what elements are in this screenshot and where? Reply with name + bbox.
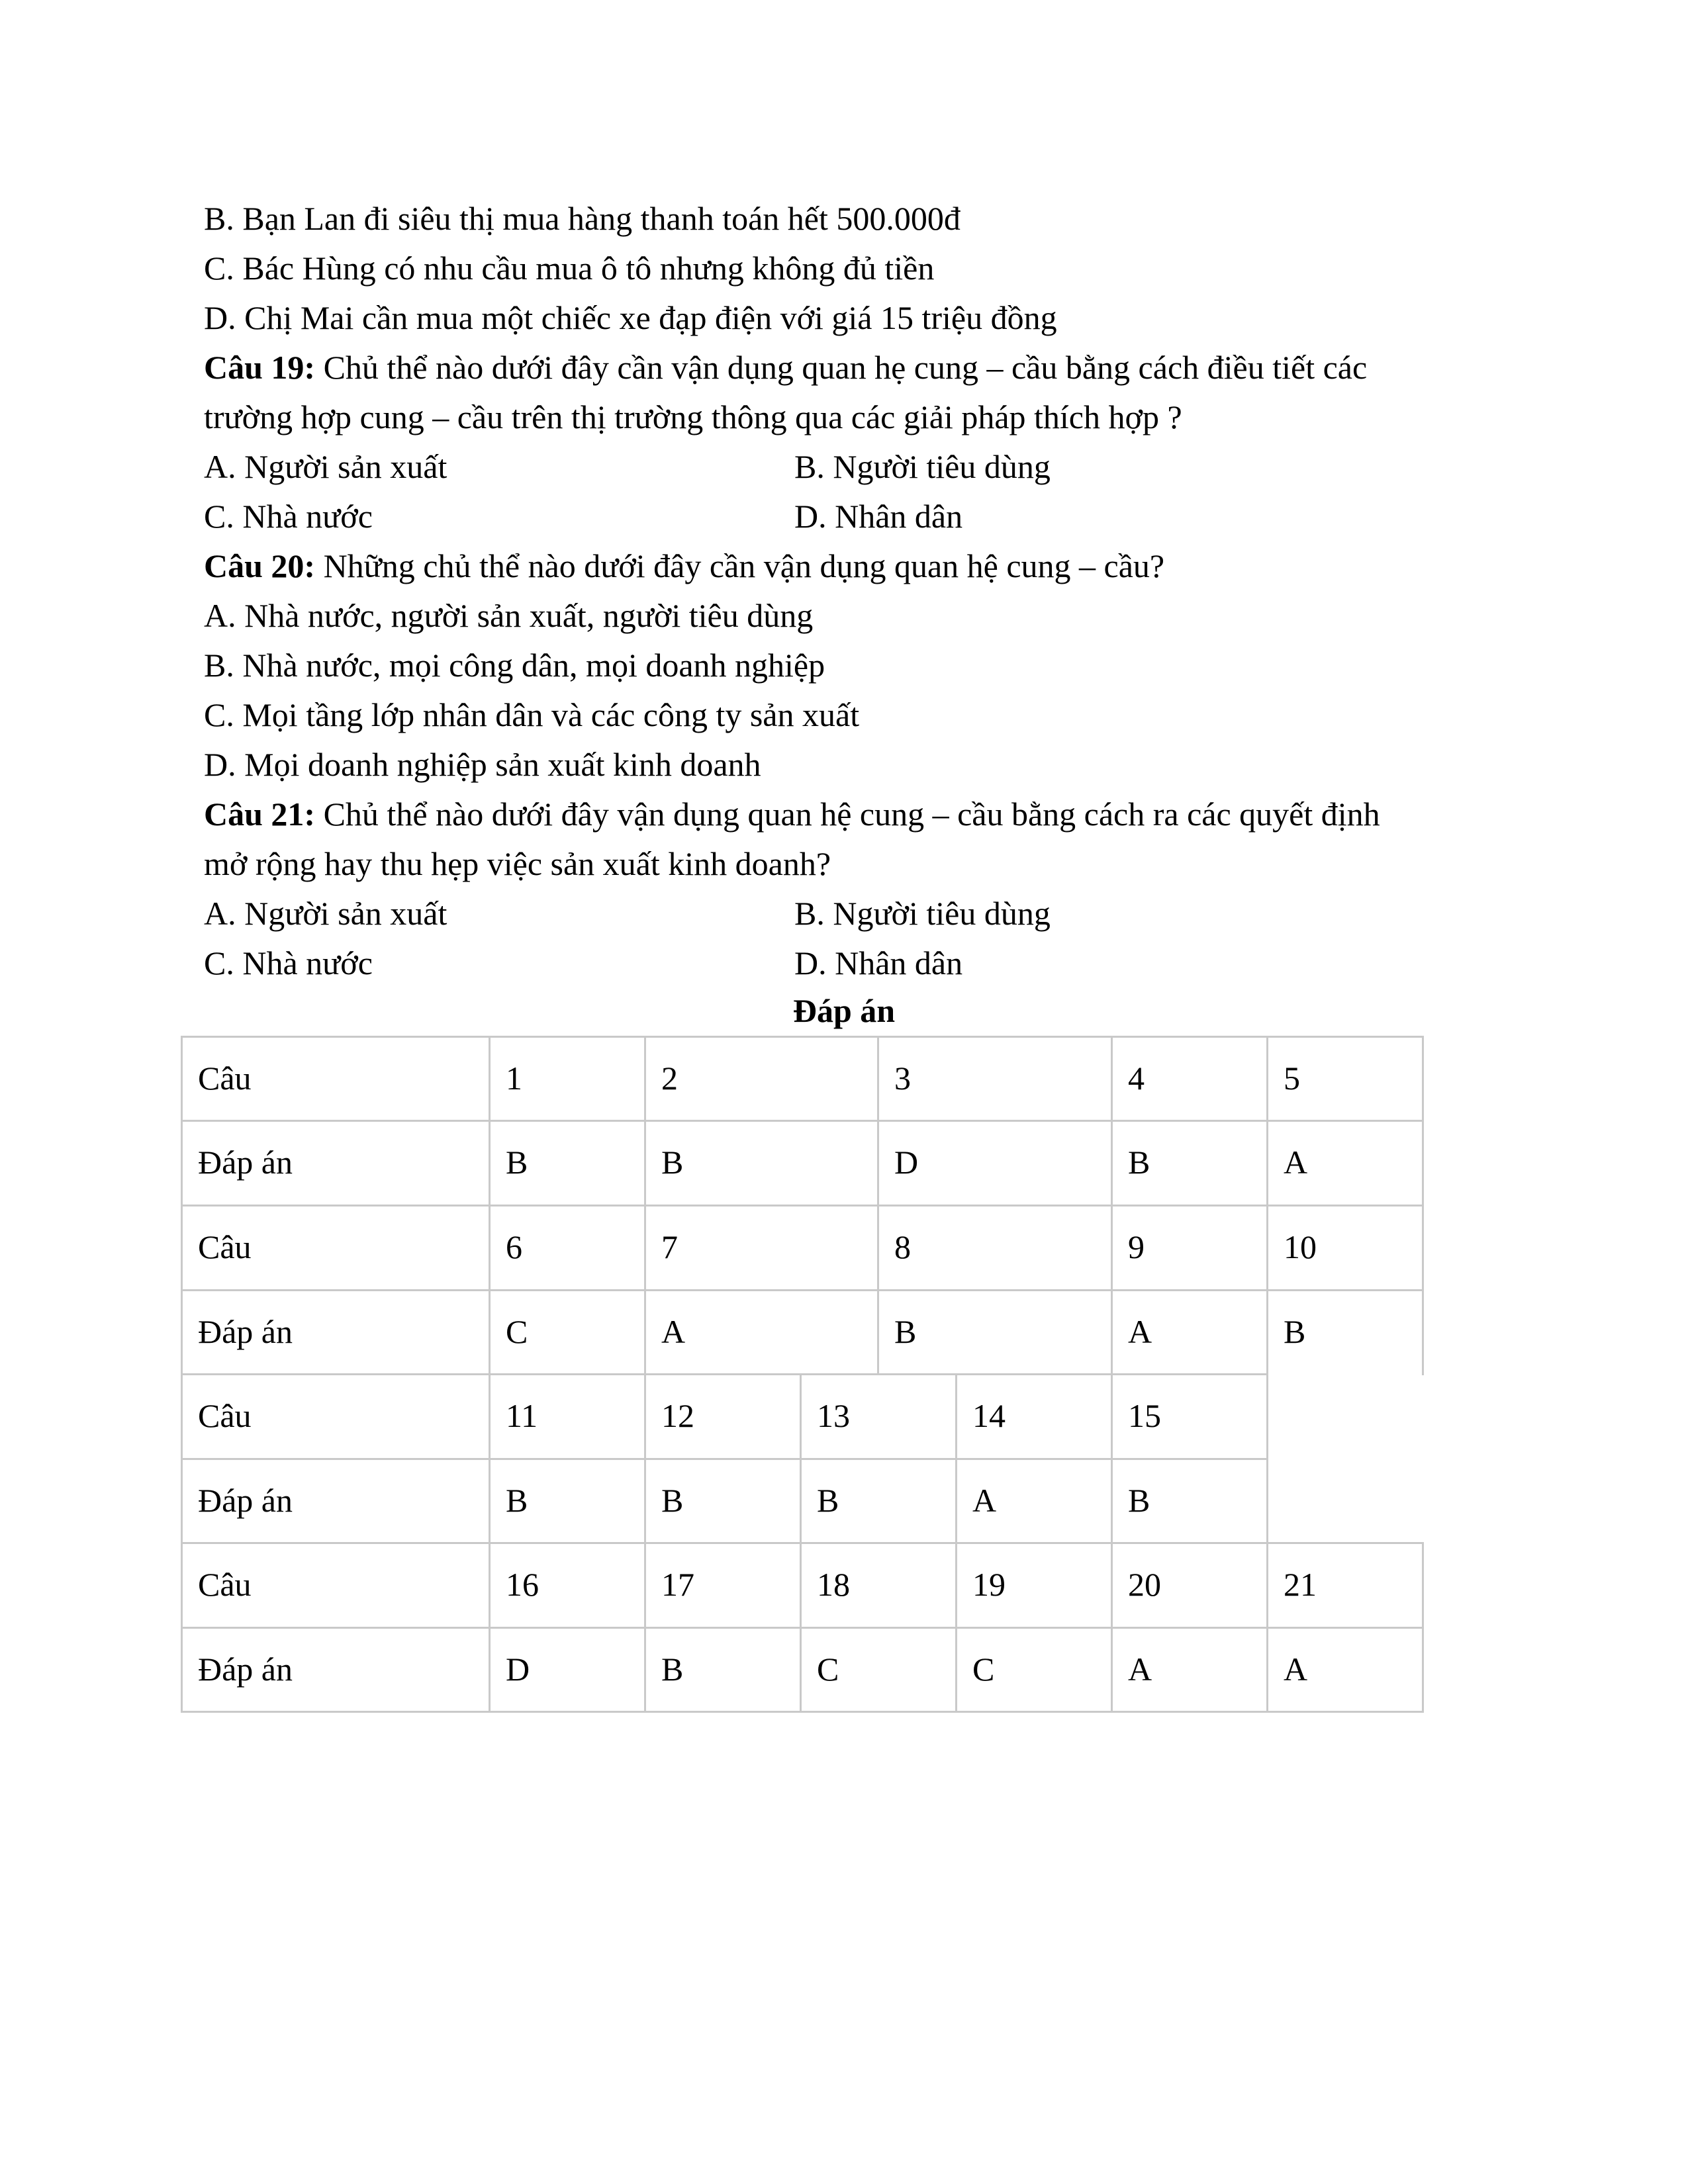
table-border	[877, 1036, 879, 1122]
table-border	[181, 1205, 183, 1291]
q19-question	[204, 343, 1367, 392]
table-cell: 5	[1284, 1059, 1300, 1097]
table-cell: 2	[661, 1059, 678, 1097]
table-cell: 14	[972, 1397, 1006, 1434]
table-border	[489, 1458, 491, 1544]
table-cell: 7	[661, 1228, 678, 1265]
table-border	[644, 1205, 646, 1291]
table-border	[1422, 1036, 1424, 1122]
table-border	[955, 1542, 957, 1629]
q20-option-b: B. Nhà nước, mọi công dân, mọi doanh nghiệp	[204, 647, 825, 684]
table-border	[1266, 1373, 1268, 1460]
q19-option-row-2	[204, 492, 963, 541]
table-border	[181, 1627, 183, 1713]
table-cell: 4	[1128, 1059, 1145, 1097]
table-border	[1266, 1542, 1268, 1629]
table-border	[800, 1542, 802, 1629]
q18-option-b: B. Bạn Lan đi siêu thị mua hàng thanh toán hết 500.000đ	[204, 200, 961, 237]
table-border	[181, 1458, 1268, 1460]
table-border	[181, 1373, 1268, 1375]
table-border	[181, 1542, 1424, 1544]
table-cell: B	[1284, 1312, 1306, 1350]
table-border	[1266, 1120, 1268, 1206]
table-cell: A	[1284, 1144, 1308, 1181]
table-row-header: Câu	[198, 1566, 252, 1603]
q20-label: Câu 20:	[204, 547, 316, 584]
table-cell: 19	[972, 1566, 1006, 1603]
table-row-header: Câu	[198, 1397, 252, 1434]
table-border	[1422, 1289, 1424, 1375]
table-border	[181, 1120, 183, 1206]
table-border	[489, 1542, 491, 1629]
table-border	[1266, 1627, 1268, 1713]
table-border	[955, 1458, 957, 1544]
table-cell: 8	[894, 1228, 911, 1265]
table-border	[800, 1458, 802, 1544]
table-cell: 20	[1128, 1566, 1161, 1603]
table-border	[181, 1036, 183, 1122]
table-cell: 13	[817, 1397, 850, 1434]
q19-label: Câu 19:	[204, 349, 316, 386]
table-cell: A	[1128, 1650, 1152, 1688]
table-row-header: Câu	[198, 1228, 252, 1265]
table-border	[955, 1373, 957, 1460]
table-border	[181, 1542, 183, 1629]
table-cell: 16	[506, 1566, 539, 1603]
q21-option-row-1	[204, 889, 1051, 938]
table-border	[877, 1120, 879, 1206]
q19-option-row-1	[204, 442, 1051, 492]
q21-option-d: D. Nhân dân	[794, 944, 963, 981]
q20-option-c: C. Mọi tầng lớp nhân dân và các công ty sản xuất	[204, 696, 860, 733]
table-cell: B	[661, 1481, 684, 1519]
table-cell: A	[1128, 1312, 1152, 1350]
table-border	[1111, 1289, 1113, 1375]
table-cell: B	[506, 1144, 528, 1181]
table-border	[644, 1289, 646, 1375]
table-cell: A	[1284, 1650, 1308, 1688]
q20-question	[204, 541, 1164, 591]
q18-option-c: C. Bác Hùng có nhu cầu mua ô tô nhưng không đủ tiền	[204, 250, 935, 287]
table-cell: 21	[1284, 1566, 1317, 1603]
table-border	[644, 1120, 646, 1206]
q19-option-c: C. Nhà nước	[204, 498, 373, 535]
table-row-header: Đáp án	[198, 1144, 293, 1181]
q20-text: Những chủ thể nào dưới đây cần vận dụng quan hệ cung – cầu?	[315, 547, 1165, 584]
table-cell: 1	[506, 1059, 522, 1097]
q21-question	[204, 790, 1380, 839]
q19-text-2: trường hợp cung – cầu trên thị trường thông qua các giải pháp thích hợp ?	[204, 398, 1182, 435]
table-cell: C	[817, 1650, 839, 1688]
table-border	[1422, 1627, 1424, 1713]
q20-option-d: D. Mọi doanh nghiệp sản xuất kinh doanh	[204, 746, 761, 783]
table-border	[181, 1036, 1424, 1038]
q21-text-2: mở rộng hay thu hẹp việc sản xuất kinh doanh?	[204, 845, 831, 882]
q19-option-d: D. Nhân dân	[794, 498, 963, 535]
table-row-header: Đáp án	[198, 1481, 293, 1519]
table-border	[1422, 1542, 1424, 1629]
table-cell: 17	[661, 1566, 694, 1603]
table-cell: C	[972, 1650, 995, 1688]
table-border	[1111, 1373, 1113, 1460]
table-border	[181, 1458, 183, 1544]
table-cell: B	[661, 1144, 684, 1181]
q21-option-a: A. Người sản xuất	[204, 895, 447, 932]
table-border	[1111, 1036, 1113, 1122]
table-border	[181, 1205, 1424, 1206]
table-cell: 12	[661, 1397, 694, 1434]
table-cell: A	[972, 1481, 997, 1519]
table-cell: C	[506, 1312, 528, 1350]
table-border	[489, 1289, 491, 1375]
table-border	[1266, 1205, 1268, 1291]
table-border	[489, 1036, 491, 1122]
table-cell: B	[817, 1481, 839, 1519]
table-border	[877, 1205, 879, 1291]
answer-key-title: Đáp án	[792, 992, 896, 1029]
table-cell: 10	[1284, 1228, 1317, 1265]
q21-option-b: B. Người tiêu dùng	[794, 895, 1051, 932]
table-border	[181, 1289, 183, 1375]
q21-option-row-2	[204, 938, 963, 988]
table-border	[800, 1627, 802, 1713]
table-border	[644, 1373, 646, 1460]
table-border	[1111, 1542, 1113, 1629]
table-cell: B	[894, 1312, 917, 1350]
table-border	[1111, 1458, 1113, 1544]
table-border	[181, 1627, 1424, 1629]
table-border	[644, 1542, 646, 1629]
table-border	[1266, 1036, 1268, 1122]
table-cell: 15	[1128, 1397, 1161, 1434]
table-cell: 18	[817, 1566, 850, 1603]
table-border	[1111, 1205, 1113, 1291]
table-cell: 6	[506, 1228, 522, 1265]
table-cell: B	[1128, 1481, 1150, 1519]
q19-text-1: Chủ thể nào dưới đây cần vận dụng quan hẹ cung – cầu bằng cách điều tiết các	[315, 349, 1368, 386]
table-cell: B	[506, 1481, 528, 1519]
table-border	[644, 1036, 646, 1122]
table-row-header: Đáp án	[198, 1312, 293, 1350]
table-border	[489, 1205, 491, 1291]
table-cell: D	[894, 1144, 919, 1181]
table-border	[181, 1711, 1424, 1713]
table-cell: A	[661, 1312, 686, 1350]
table-border	[181, 1373, 183, 1460]
q20-option-a: A. Nhà nước, người sản xuất, người tiêu dùng	[204, 597, 814, 634]
q18-option-d: D. Chị Mai cần mua một chiếc xe đạp điện với giá 15 triệu đồng	[204, 299, 1057, 336]
table-border	[181, 1289, 1424, 1291]
table-border	[1266, 1289, 1268, 1375]
q19-option-b: B. Người tiêu dùng	[794, 448, 1051, 485]
table-border	[1422, 1205, 1424, 1291]
q21-label: Câu 21:	[204, 796, 316, 833]
table-border	[955, 1627, 957, 1713]
table-border	[1422, 1120, 1424, 1206]
table-cell: B	[661, 1650, 684, 1688]
table-row-header: Câu	[198, 1059, 252, 1097]
table-cell: 11	[506, 1397, 538, 1434]
table-border	[489, 1120, 491, 1206]
table-cell: 9	[1128, 1228, 1145, 1265]
table-border	[877, 1289, 879, 1375]
table-border	[489, 1373, 491, 1460]
table-row-header: Đáp án	[198, 1650, 293, 1688]
table-cell: B	[1128, 1144, 1150, 1181]
table-cell: D	[506, 1650, 530, 1688]
table-border	[489, 1627, 491, 1713]
table-border	[1111, 1627, 1113, 1713]
table-border	[181, 1120, 1424, 1122]
q21-option-c: C. Nhà nước	[204, 944, 373, 981]
q19-option-a: A. Người sản xuất	[204, 448, 447, 485]
table-border	[644, 1458, 646, 1544]
table-border	[1111, 1120, 1113, 1206]
q21-text-1: Chủ thể nào dưới đây vận dụng quan hệ cung – cầu bằng cách ra các quyết định	[315, 796, 1380, 833]
table-border	[644, 1627, 646, 1713]
table-cell: 3	[894, 1059, 911, 1097]
table-border	[800, 1373, 802, 1460]
table-border	[1266, 1458, 1268, 1544]
